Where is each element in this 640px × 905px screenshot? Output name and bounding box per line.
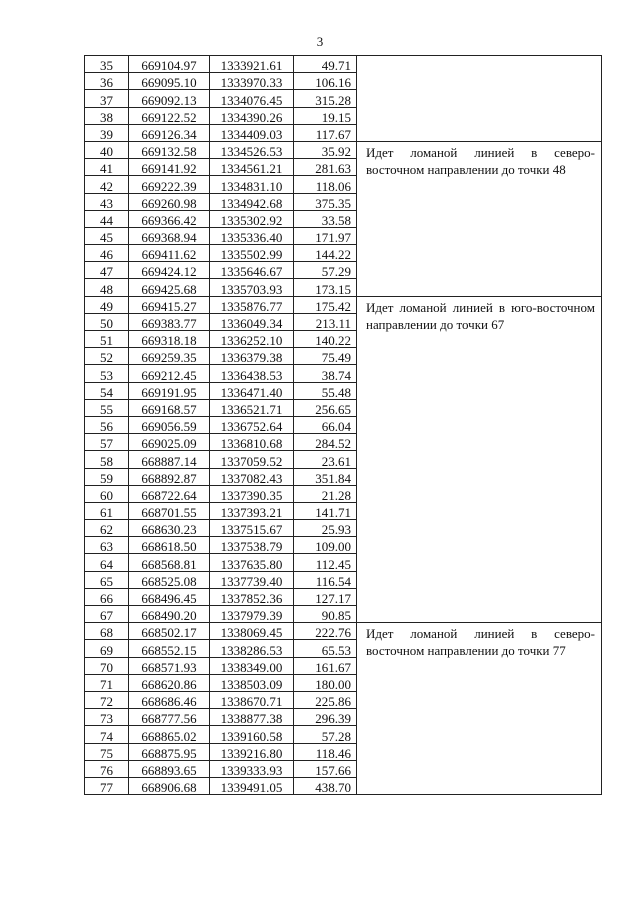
y-coordinate-cell: 1336810.68 [210, 434, 294, 451]
point-number-cell: 73 [85, 709, 129, 726]
point-number-cell: 64 [85, 554, 129, 571]
table-row [85, 56, 602, 73]
y-coordinate-cell: 1335502.99 [210, 245, 294, 262]
point-number-cell: 67 [85, 606, 129, 623]
y-coordinate-cell: 1339333.93 [210, 760, 294, 777]
x-coordinate-cell: 669415.27 [129, 296, 210, 313]
y-coordinate-cell: 1335876.77 [210, 296, 294, 313]
y-coordinate-cell: 1337739.40 [210, 571, 294, 588]
coordinates-table-body [85, 56, 602, 795]
point-number-cell: 75 [85, 743, 129, 760]
segment-length-cell: 109.00 [294, 537, 357, 554]
page-number: 3 [316, 34, 324, 49]
segment-length-cell: 284.52 [294, 434, 357, 451]
segment-length-cell: 106.16 [294, 73, 357, 90]
x-coordinate-cell: 669260.98 [129, 193, 210, 210]
point-number-cell: 76 [85, 760, 129, 777]
x-coordinate-cell: 668892.87 [129, 468, 210, 485]
segment-length-cell: 21.28 [294, 485, 357, 502]
y-coordinate-cell: 1337852.36 [210, 588, 294, 605]
point-number-cell: 70 [85, 657, 129, 674]
point-number-cell: 55 [85, 399, 129, 416]
segment-length-cell: 23.61 [294, 451, 357, 468]
x-coordinate-cell: 669126.34 [129, 124, 210, 141]
segment-length-cell: 116.54 [294, 571, 357, 588]
x-coordinate-cell: 668525.08 [129, 571, 210, 588]
point-number-cell: 39 [85, 124, 129, 141]
point-number-cell: 47 [85, 262, 129, 279]
x-coordinate-cell: 668701.55 [129, 502, 210, 519]
x-coordinate-cell: 669095.10 [129, 73, 210, 90]
point-number-cell: 45 [85, 227, 129, 244]
segment-length-cell: 118.46 [294, 743, 357, 760]
segment-length-cell: 281.63 [294, 159, 357, 176]
y-coordinate-cell: 1335302.92 [210, 210, 294, 227]
x-coordinate-cell: 668571.93 [129, 657, 210, 674]
segment-length-cell: 19.15 [294, 107, 357, 124]
y-coordinate-cell: 1336438.53 [210, 365, 294, 382]
segment-length-cell: 38.74 [294, 365, 357, 382]
segment-length-cell: 49.71 [294, 56, 357, 73]
point-number-cell: 50 [85, 313, 129, 330]
segment-length-cell: 33.58 [294, 210, 357, 227]
segment-length-cell: 225.86 [294, 691, 357, 708]
point-number-cell: 68 [85, 623, 129, 640]
segment-length-cell: 222.76 [294, 623, 357, 640]
y-coordinate-cell: 1334076.45 [210, 90, 294, 107]
x-coordinate-cell: 669092.13 [129, 90, 210, 107]
y-coordinate-cell: 1336252.10 [210, 331, 294, 348]
x-coordinate-cell: 669424.12 [129, 262, 210, 279]
segment-length-cell: 173.15 [294, 279, 357, 296]
segment-length-cell: 438.70 [294, 777, 357, 794]
y-coordinate-cell: 1336471.40 [210, 382, 294, 399]
point-number-cell: 36 [85, 73, 129, 90]
point-number-cell: 41 [85, 159, 129, 176]
x-coordinate-cell: 669222.39 [129, 176, 210, 193]
x-coordinate-cell: 669259.35 [129, 348, 210, 365]
point-number-cell: 53 [85, 365, 129, 382]
x-coordinate-cell: 668906.68 [129, 777, 210, 794]
y-coordinate-cell: 1337390.35 [210, 485, 294, 502]
point-number-cell: 37 [85, 90, 129, 107]
point-number-cell: 51 [85, 331, 129, 348]
y-coordinate-cell: 1334831.10 [210, 176, 294, 193]
table-row [85, 141, 602, 158]
point-number-cell: 72 [85, 691, 129, 708]
y-coordinate-cell: 1333970.33 [210, 73, 294, 90]
segment-length-cell: 256.65 [294, 399, 357, 416]
x-coordinate-cell: 669104.97 [129, 56, 210, 73]
x-coordinate-cell: 669383.77 [129, 313, 210, 330]
y-coordinate-cell: 1335336.40 [210, 227, 294, 244]
y-coordinate-cell: 1336752.64 [210, 416, 294, 433]
x-coordinate-cell: 669056.59 [129, 416, 210, 433]
table-row [85, 296, 602, 313]
point-number-cell: 65 [85, 571, 129, 588]
y-coordinate-cell: 1338069.45 [210, 623, 294, 640]
segment-length-cell: 57.29 [294, 262, 357, 279]
x-coordinate-cell: 668865.02 [129, 726, 210, 743]
x-coordinate-cell: 668552.15 [129, 640, 210, 657]
route-description-cell: Идет ломаной линией в северо-восточном направлении до точки 77 [357, 623, 602, 795]
point-number-cell: 38 [85, 107, 129, 124]
point-number-cell: 58 [85, 451, 129, 468]
x-coordinate-cell: 668496.45 [129, 588, 210, 605]
point-number-cell: 48 [85, 279, 129, 296]
x-coordinate-cell: 668630.23 [129, 520, 210, 537]
y-coordinate-cell: 1338670.71 [210, 691, 294, 708]
point-number-cell: 46 [85, 245, 129, 262]
segment-length-cell: 75.49 [294, 348, 357, 365]
segment-length-cell: 180.00 [294, 674, 357, 691]
x-coordinate-cell: 669141.92 [129, 159, 210, 176]
y-coordinate-cell: 1334409.03 [210, 124, 294, 141]
y-coordinate-cell: 1335646.67 [210, 262, 294, 279]
segment-length-cell: 175.42 [294, 296, 357, 313]
point-number-cell: 40 [85, 141, 129, 158]
y-coordinate-cell: 1339491.05 [210, 777, 294, 794]
y-coordinate-cell: 1334526.53 [210, 141, 294, 158]
segment-length-cell: 112.45 [294, 554, 357, 571]
point-number-cell: 49 [85, 296, 129, 313]
x-coordinate-cell: 668502.17 [129, 623, 210, 640]
segment-length-cell: 55.48 [294, 382, 357, 399]
segment-length-cell: 127.17 [294, 588, 357, 605]
point-number-cell: 52 [85, 348, 129, 365]
y-coordinate-cell: 1338503.09 [210, 674, 294, 691]
boundary-coordinates-table [84, 55, 602, 795]
segment-length-cell: 161.67 [294, 657, 357, 674]
point-number-cell: 66 [85, 588, 129, 605]
point-number-cell: 42 [85, 176, 129, 193]
x-coordinate-cell: 668777.56 [129, 709, 210, 726]
point-number-cell: 71 [85, 674, 129, 691]
segment-length-cell: 35.92 [294, 141, 357, 158]
x-coordinate-cell: 668568.81 [129, 554, 210, 571]
x-coordinate-cell: 669191.95 [129, 382, 210, 399]
segment-length-cell: 90.85 [294, 606, 357, 623]
point-number-cell: 63 [85, 537, 129, 554]
y-coordinate-cell: 1338349.00 [210, 657, 294, 674]
segment-length-cell: 315.28 [294, 90, 357, 107]
x-coordinate-cell: 668893.65 [129, 760, 210, 777]
y-coordinate-cell: 1335703.93 [210, 279, 294, 296]
x-coordinate-cell: 669132.58 [129, 141, 210, 158]
segment-length-cell: 140.22 [294, 331, 357, 348]
x-coordinate-cell: 668887.14 [129, 451, 210, 468]
point-number-cell: 59 [85, 468, 129, 485]
y-coordinate-cell: 1337515.67 [210, 520, 294, 537]
x-coordinate-cell: 669366.42 [129, 210, 210, 227]
y-coordinate-cell: 1338286.53 [210, 640, 294, 657]
point-number-cell: 60 [85, 485, 129, 502]
y-coordinate-cell: 1336379.38 [210, 348, 294, 365]
y-coordinate-cell: 1339160.58 [210, 726, 294, 743]
segment-length-cell: 117.67 [294, 124, 357, 141]
y-coordinate-cell: 1336521.71 [210, 399, 294, 416]
route-description-cell: Идет ломаной линией в юго-восточном направлении до точки 67 [357, 296, 602, 623]
y-coordinate-cell: 1337393.21 [210, 502, 294, 519]
y-coordinate-cell: 1337082.43 [210, 468, 294, 485]
y-coordinate-cell: 1333921.61 [210, 56, 294, 73]
segment-length-cell: 171.97 [294, 227, 357, 244]
y-coordinate-cell: 1338877.38 [210, 709, 294, 726]
point-number-cell: 77 [85, 777, 129, 794]
point-number-cell: 61 [85, 502, 129, 519]
segment-length-cell: 144.22 [294, 245, 357, 262]
y-coordinate-cell: 1334942.68 [210, 193, 294, 210]
y-coordinate-cell: 1337979.39 [210, 606, 294, 623]
y-coordinate-cell: 1339216.80 [210, 743, 294, 760]
segment-length-cell: 57.28 [294, 726, 357, 743]
y-coordinate-cell: 1336049.34 [210, 313, 294, 330]
x-coordinate-cell: 669318.18 [129, 331, 210, 348]
y-coordinate-cell: 1334390.26 [210, 107, 294, 124]
point-number-cell: 57 [85, 434, 129, 451]
segment-length-cell: 157.66 [294, 760, 357, 777]
x-coordinate-cell: 669212.45 [129, 365, 210, 382]
x-coordinate-cell: 668875.95 [129, 743, 210, 760]
segment-length-cell: 141.71 [294, 502, 357, 519]
segment-length-cell: 213.11 [294, 313, 357, 330]
point-number-cell: 44 [85, 210, 129, 227]
x-coordinate-cell: 669368.94 [129, 227, 210, 244]
segment-length-cell: 65.53 [294, 640, 357, 657]
x-coordinate-cell: 669025.09 [129, 434, 210, 451]
point-number-cell: 74 [85, 726, 129, 743]
segment-length-cell: 25.93 [294, 520, 357, 537]
point-number-cell: 43 [85, 193, 129, 210]
route-description-cell: Идет ломаной линией в северо-восточном направлении до точки 48 [357, 141, 602, 296]
point-number-cell: 62 [85, 520, 129, 537]
x-coordinate-cell: 668722.64 [129, 485, 210, 502]
segment-length-cell: 118.06 [294, 176, 357, 193]
x-coordinate-cell: 668620.86 [129, 674, 210, 691]
x-coordinate-cell: 669411.62 [129, 245, 210, 262]
segment-length-cell: 66.04 [294, 416, 357, 433]
y-coordinate-cell: 1337059.52 [210, 451, 294, 468]
y-coordinate-cell: 1337635.80 [210, 554, 294, 571]
route-description-cell [357, 56, 602, 142]
point-number-cell: 35 [85, 56, 129, 73]
segment-length-cell: 375.35 [294, 193, 357, 210]
table-row [85, 623, 602, 640]
x-coordinate-cell: 669168.57 [129, 399, 210, 416]
x-coordinate-cell: 668490.20 [129, 606, 210, 623]
point-number-cell: 56 [85, 416, 129, 433]
y-coordinate-cell: 1334561.21 [210, 159, 294, 176]
segment-length-cell: 296.39 [294, 709, 357, 726]
x-coordinate-cell: 668618.50 [129, 537, 210, 554]
y-coordinate-cell: 1337538.79 [210, 537, 294, 554]
x-coordinate-cell: 668686.46 [129, 691, 210, 708]
point-number-cell: 69 [85, 640, 129, 657]
x-coordinate-cell: 669122.52 [129, 107, 210, 124]
x-coordinate-cell: 669425.68 [129, 279, 210, 296]
point-number-cell: 54 [85, 382, 129, 399]
segment-length-cell: 351.84 [294, 468, 357, 485]
